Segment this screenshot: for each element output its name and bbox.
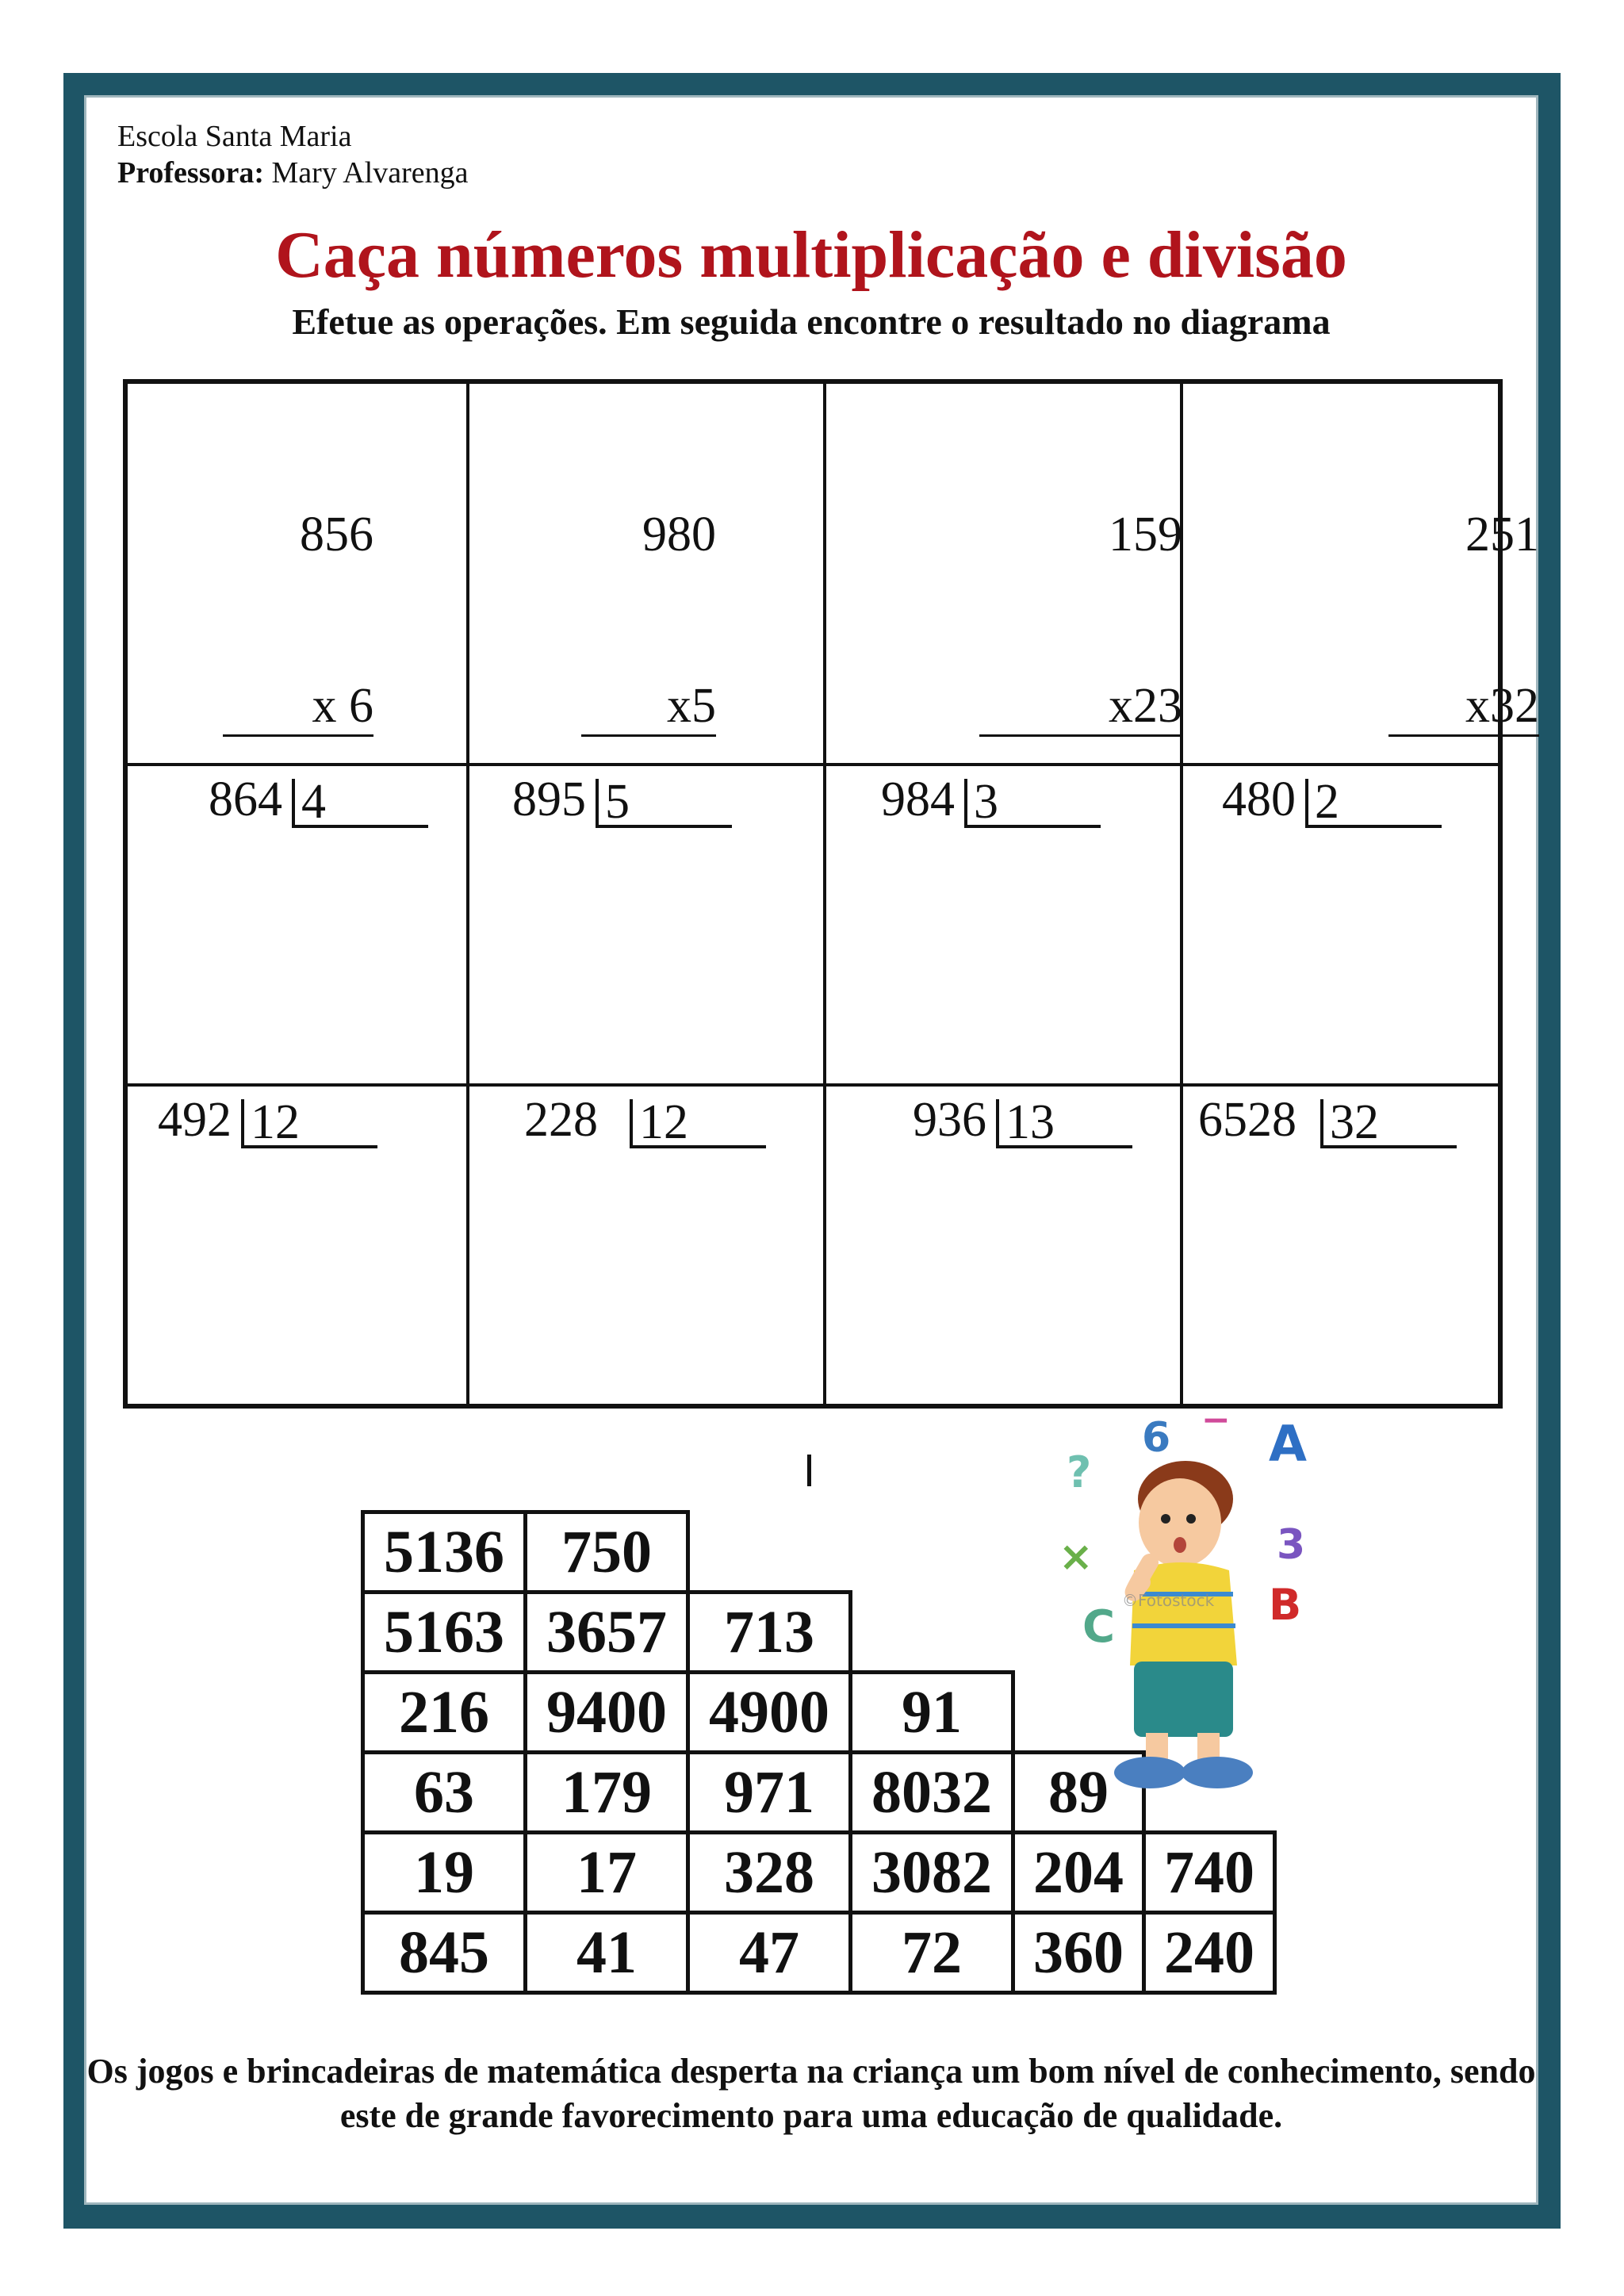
glyph-times: × <box>1059 1533 1094 1581</box>
diagram-cell: 360 <box>1011 1911 1146 1995</box>
stray-mark <box>807 1455 811 1486</box>
diagram-cell: 240 <box>1142 1911 1277 1995</box>
diagram-cell: 713 <box>686 1590 852 1674</box>
diagram-cell: 328 <box>686 1830 852 1915</box>
division-problem <box>881 771 1101 828</box>
diagram-cell: 17 <box>523 1830 690 1915</box>
divisor: 32 <box>1320 1099 1457 1148</box>
table-divider <box>128 1083 1498 1087</box>
division-problem <box>512 771 732 828</box>
diagram-cell: 5163 <box>361 1590 527 1674</box>
divisor: 2 <box>1305 779 1442 828</box>
eye-shape <box>1161 1514 1170 1524</box>
diagram-cell: 4900 <box>686 1670 852 1754</box>
diagram-cell: 5136 <box>361 1510 527 1594</box>
shoe-shape <box>1182 1757 1253 1788</box>
diagram-cell: 19 <box>361 1830 527 1915</box>
divisor: 12 <box>241 1099 377 1148</box>
glyph-question: ? <box>1067 1447 1092 1497</box>
division-problem <box>158 1091 377 1148</box>
divisor: 3 <box>964 779 1101 828</box>
arm-shape <box>1134 1562 1150 1593</box>
divisor: 5 <box>596 779 732 828</box>
diagram-cell: 72 <box>848 1911 1015 1995</box>
stock-watermark: ©Fotostock <box>1122 1591 1215 1610</box>
division-problem <box>913 1091 1132 1148</box>
division-problem <box>1222 771 1442 828</box>
eye-shape <box>1186 1514 1196 1524</box>
teacher-name: Mary Alvarenga <box>271 156 469 190</box>
division-problem <box>209 771 428 828</box>
diagram-cell: 41 <box>523 1911 690 1995</box>
factor-bottom: x 6 <box>223 677 373 737</box>
factor-top: 159 <box>1109 508 1182 562</box>
school-name: Escola Santa Maria <box>117 120 352 153</box>
dividend: 936 <box>913 1093 986 1147</box>
diagram-cell: 845 <box>361 1911 527 1995</box>
diagram-cell: 89 <box>1011 1750 1146 1834</box>
division-problem <box>1198 1091 1457 1148</box>
diagram-cell: 179 <box>523 1750 690 1834</box>
factor-bottom: x5 <box>581 677 716 737</box>
diagram-cell: 3082 <box>848 1830 1015 1915</box>
diagram-cell: 750 <box>523 1510 690 1594</box>
thinking-boy-illustration <box>1047 1412 1332 1800</box>
dividend: 228 <box>524 1093 598 1147</box>
division-problem <box>524 1091 766 1148</box>
page-title: Caça números multiplicação e divisão <box>275 218 1347 292</box>
factor-bottom: x32 <box>1388 677 1539 737</box>
dividend: 984 <box>881 772 955 826</box>
glyph-minus: − <box>1201 1412 1231 1440</box>
shoe-shape <box>1114 1757 1185 1788</box>
divisor: 4 <box>292 779 428 828</box>
glyph-b: B <box>1269 1580 1302 1630</box>
shorts-shape <box>1134 1662 1233 1737</box>
diagram-cell: 47 <box>686 1911 852 1995</box>
diagram-cell: 971 <box>686 1750 852 1834</box>
operations-table <box>123 379 1539 1409</box>
dividend: 480 <box>1222 772 1296 826</box>
glyph-six: 6 <box>1142 1414 1171 1462</box>
diagram-cell: 91 <box>848 1670 1015 1754</box>
dividend: 6528 <box>1198 1093 1297 1147</box>
instructions: Efetue as operações. Em seguida encontre o resultado no diagrama <box>292 301 1331 342</box>
diagram-cell: 63 <box>361 1750 527 1834</box>
glyph-c: C <box>1082 1601 1116 1653</box>
factor-top: 856 <box>300 508 373 562</box>
dividend: 895 <box>512 772 586 826</box>
glyph-three: 3 <box>1277 1521 1306 1569</box>
dividend: 492 <box>158 1093 232 1147</box>
diagram-cell: 8032 <box>848 1750 1015 1834</box>
table-divider <box>466 384 469 1404</box>
diagram-cell: 216 <box>361 1670 527 1754</box>
diagram-cell: 3657 <box>523 1590 690 1674</box>
teacher-line <box>117 155 468 190</box>
glyph-a: A <box>1269 1415 1307 1473</box>
footer-text: Os jogos e brincadeiras de matemática desperta na criança um bom nível de conhecimento, sendo este de grande favorecimento para uma educação de qualidade. <box>86 2052 1536 2135</box>
diagram-cell: 204 <box>1011 1830 1146 1915</box>
factor-top: 980 <box>642 508 716 562</box>
divisor: 12 <box>630 1099 766 1148</box>
divisor: 13 <box>996 1099 1132 1148</box>
table-divider <box>823 384 826 1404</box>
factor-bottom: x23 <box>979 677 1182 737</box>
factor-top: 251 <box>1465 508 1539 562</box>
teacher-label: Professora: <box>117 156 265 190</box>
diagram-cell: 9400 <box>523 1670 690 1754</box>
mouth-shape <box>1174 1537 1186 1553</box>
diagram-cell: 740 <box>1142 1830 1277 1915</box>
dividend: 864 <box>209 772 282 826</box>
